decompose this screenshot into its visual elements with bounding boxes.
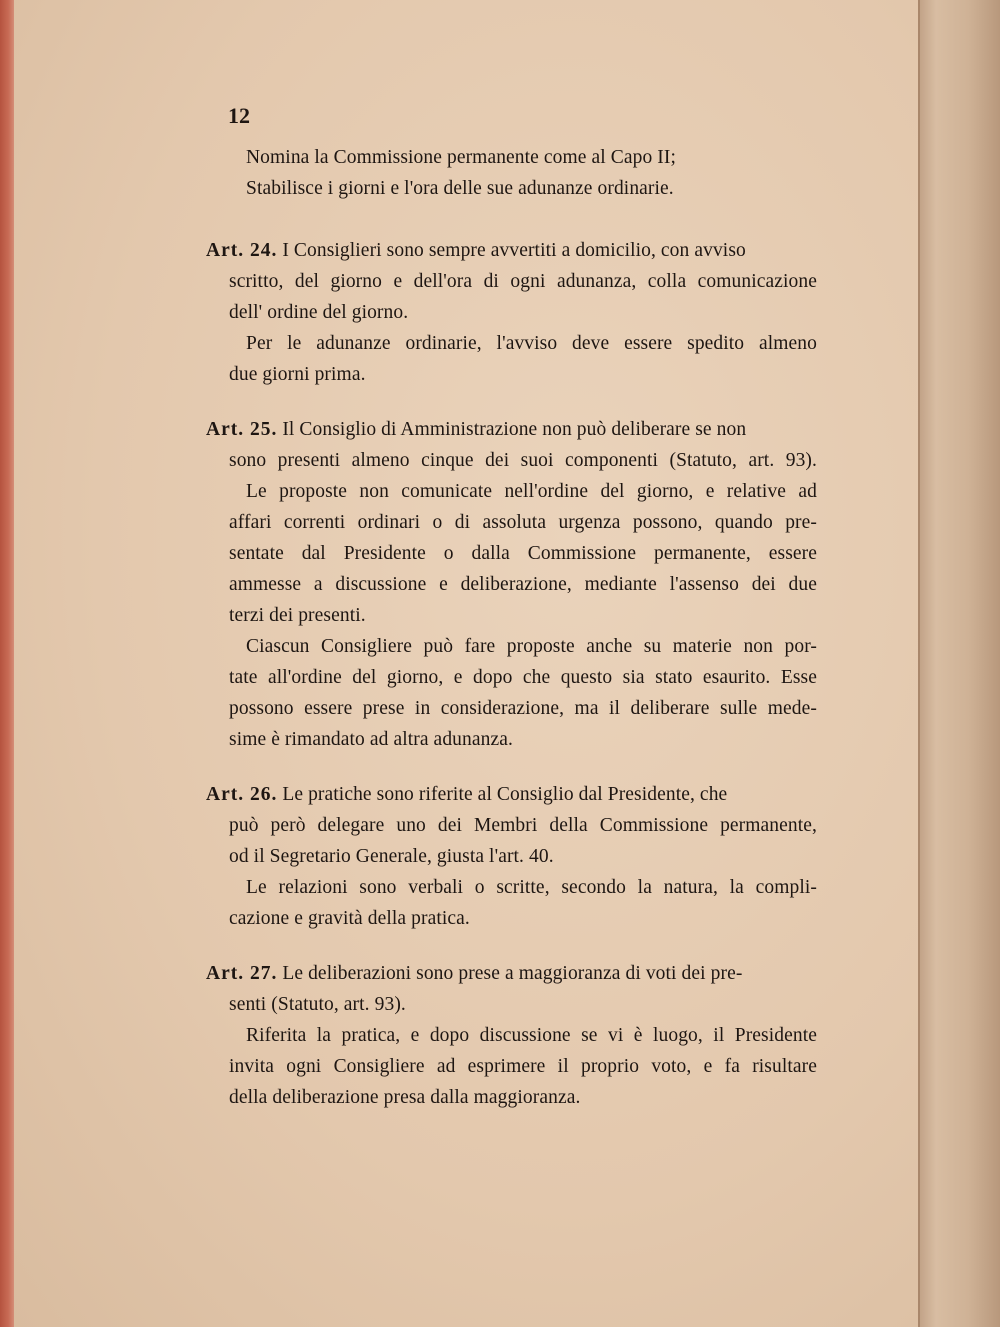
article-26-line-3: od il Segretario Generale, giusta l'art. 40. <box>229 846 554 867</box>
article-24-line-5: due giorni prima. <box>229 364 366 385</box>
article-24-label: Art. 24. <box>206 240 278 261</box>
article-26-label: Art. 26. <box>206 784 278 805</box>
article-25-line-5: sentate dal Presidente o dalla Commissione permanente, essere <box>229 543 817 564</box>
intro-line-1: Nomina la Commissione permanente come al Capo II; <box>246 147 676 168</box>
article-27-line-2: senti (Statuto, art. 93). <box>229 994 406 1015</box>
article-24-first-line <box>206 235 746 266</box>
article-25-line-4: affari correnti ordinari o di assoluta urgenza possono, quando pre- <box>229 512 817 533</box>
article-26-line-4: Le relazioni sono verbali o scritte, secondo la natura, la compli- <box>246 877 817 898</box>
article-24-line-4: Per le adunanze ordinarie, l'avviso deve essere spedito almeno <box>246 333 817 354</box>
article-24-line-2: scritto, del giorno e dell'ora di ogni adunanza, colla comunicazione <box>229 271 817 292</box>
intro-line-2: Stabilisce i giorni e l'ora delle sue adunanze ordinarie. <box>246 178 674 199</box>
article-27-line-3: Riferita la pratica, e dopo discussione se vi è luogo, il Presidente <box>246 1025 817 1046</box>
article-26-line-5: cazione e gravità della pratica. <box>229 908 470 929</box>
article-27-line-4: invita ogni Consigliere ad esprimere il proprio voto, e fa risultare <box>229 1056 817 1077</box>
book-cover-edge <box>0 0 14 1327</box>
article-27-first-line <box>206 958 742 989</box>
article-27-label: Art. 27. <box>206 963 278 984</box>
page-number: 12 <box>228 103 250 128</box>
book-spine <box>920 0 1000 1327</box>
article-27-line-1: Le deliberazioni sono prese a maggioranza di voti dei pre- <box>282 963 743 984</box>
article-25-line-11: sime è rimandato ad altra adunanza. <box>229 729 513 750</box>
article-25-line-8: Ciascun Consigliere può fare proposte anche su materie non por- <box>246 636 817 657</box>
article-26-line-2: può però delegare uno dei Membri della Commissione permanente, <box>229 815 817 836</box>
article-25-line-10: possono essere prese in considerazione, ma il deliberare sulle mede- <box>229 698 817 719</box>
article-25-line-9: tate all'ordine del giorno, e dopo che questo sia stato esaurito. Esse <box>229 667 817 688</box>
article-26-first-line <box>206 779 727 810</box>
article-25-line-6: ammesse a discussione e deliberazione, mediante l'assenso dei due <box>229 574 817 595</box>
article-25-first-line <box>206 414 746 445</box>
article-25-line-7: terzi dei presenti. <box>229 605 366 626</box>
article-25-line-1: Il Consiglio di Amministrazione non può deliberare se non <box>282 419 747 440</box>
article-27-line-5: della deliberazione presa dalla maggioranza. <box>229 1087 581 1108</box>
article-25-label: Art. 25. <box>206 419 278 440</box>
article-25-line-3: Le proposte non comunicate nell'ordine del giorno, e relative ad <box>246 481 817 502</box>
article-24-line-1: I Consiglieri sono sempre avvertiti a domicilio, con avviso <box>282 240 746 261</box>
article-24-line-3: dell' ordine del giorno. <box>229 302 409 323</box>
article-26-line-1: Le pratiche sono riferite al Consiglio dal Presidente, che <box>282 784 728 805</box>
article-25-line-2: sono presenti almeno cinque dei suoi componenti (Statuto, art. 93). <box>229 450 817 471</box>
